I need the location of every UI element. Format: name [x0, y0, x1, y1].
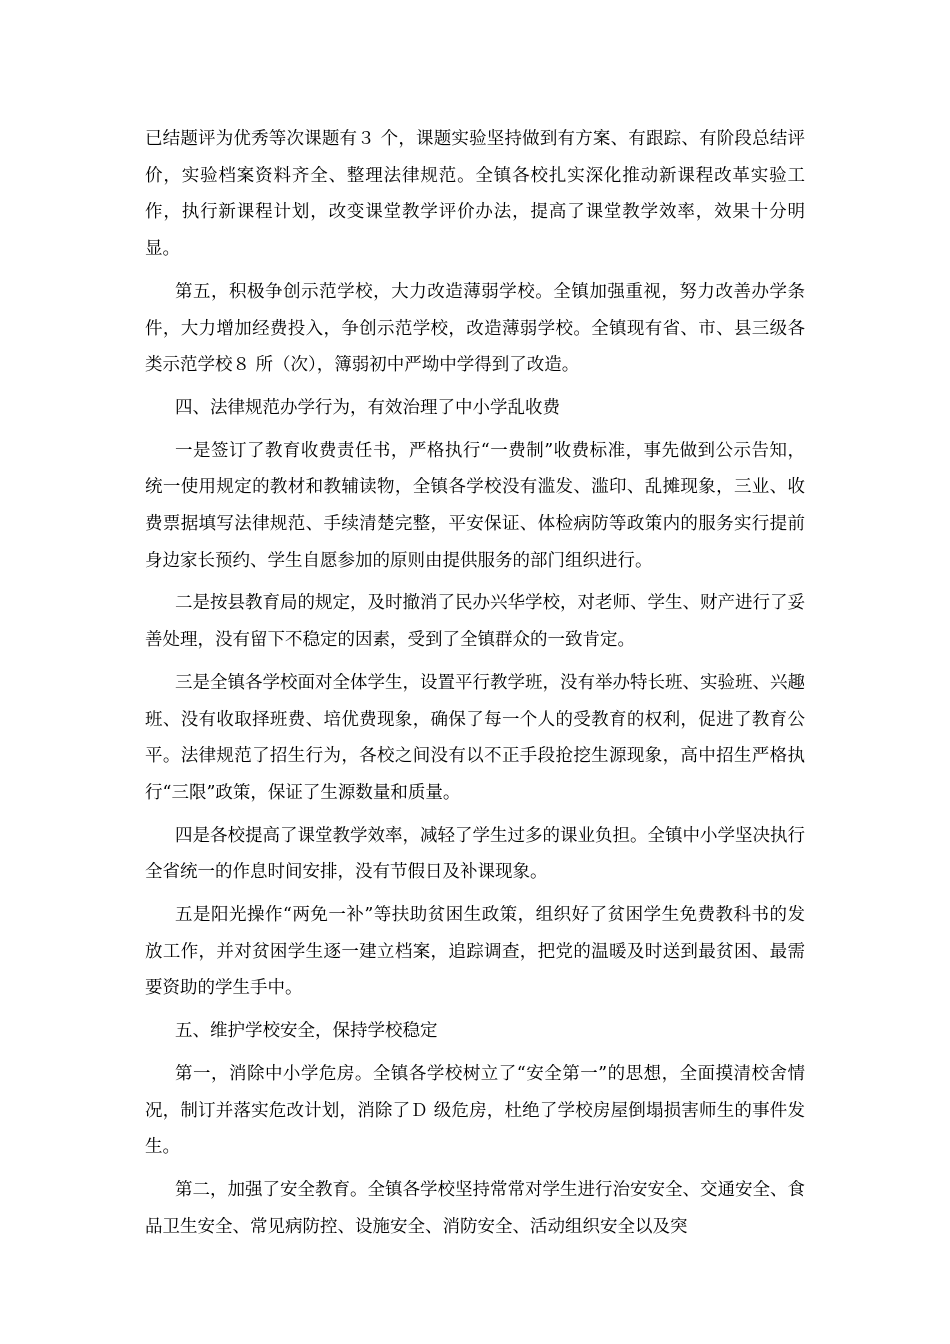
paragraph-6: 三是全镇各学校面对全体学生，设置平行教学班，没有举办特长班、实验班、兴趣班、没有收取择班费、培优费现象，确保了每一个人的受教育的权利，促进了教育公平。法律规范了招生行为，各校之间没有以不正手段抢挖生源现象，高中招生严格执行“三限”政策，保证了生源数量和质量。 — [145, 672, 805, 803]
paragraph-2: 第五，积极争创示范学校，大力改造薄弱学校。全镇加强重视，努力改善办学条件，大力增加经费投入，争创示范学校，改造薄弱学校。全镇现有省、市、县三级各类示范学校８ 所（次），簿弱初中严坳中学得到了改造。 — [145, 281, 805, 376]
paragraph-7: 四是各校提高了课堂教学效率，减轻了学生过多的课业负担。全镇中小学坚决执行全省统一的作息时间安排，没有节假日及补课现象。 — [145, 825, 805, 883]
paragraph-4: 一是签订了教育收费责任书，严格执行“一费制”收费标准，事先做到公示告知，统一使用规定的教材和教辅读物，全镇各学校没有滥发、滥印、乱摊现象，三业、收费票据填写法律规范、手续清楚完整，平安保证、体检病防等政策内的服务实行提前身边家长预约、学生自愿参加的原则由提供服务的部门组织进行。 — [145, 440, 805, 571]
paragraph-8: 五是阳光操作“两免一补”等扶助贫困生政策，组织好了贫困学生免费教科书的发放工作，并对贫困学生逐一建立档案，追踪调查，把党的温暖及时送到最贫困、最需要资助的学生手中。 — [145, 905, 805, 999]
paragraph-10: 第一，消除中小学危房。全镇各学校树立了“安全第一”的思想，全面摸清校舍情况，制订并落实危改计划，消除了Ｄ 级危房，杜绝了学校房屋倒塌损害师生的事件发生。 — [145, 1063, 805, 1158]
section-heading-5: 五、维护学校安全，保持学校稳定 — [175, 1021, 438, 1042]
paragraph-1: 已结题评为优秀等次课题有３ 个，课题实验坚持做到有方案、有跟踪、有阶段总结评价，实验档案资料齐全、整理法律规范。全镇各校扎实深化推动新课程改革实验工作，执行新课程计划，改变课堂教学评价办法，提高了课堂教学效率，效果十分明显。 — [145, 129, 805, 260]
paragraph-11: 第二，加强了安全教育。全镇各学校坚持常常对学生进行治安安全、交通安全、食品卫生安全、常见病防控、设施安全、消防安全、活动组织安全以及突 — [145, 1179, 805, 1237]
document-body — [145, 121, 805, 1251]
paragraph-5: 二是按县教育局的规定，及时撤消了民办兴华学校，对老师、学生、财产进行了妥善处理，没有留下不稳定的因素，受到了全镇群众的一致肯定。 — [145, 593, 805, 651]
section-heading-4: 四、法律规范办学行为，有效治理了中小学乱收费 — [175, 397, 560, 418]
